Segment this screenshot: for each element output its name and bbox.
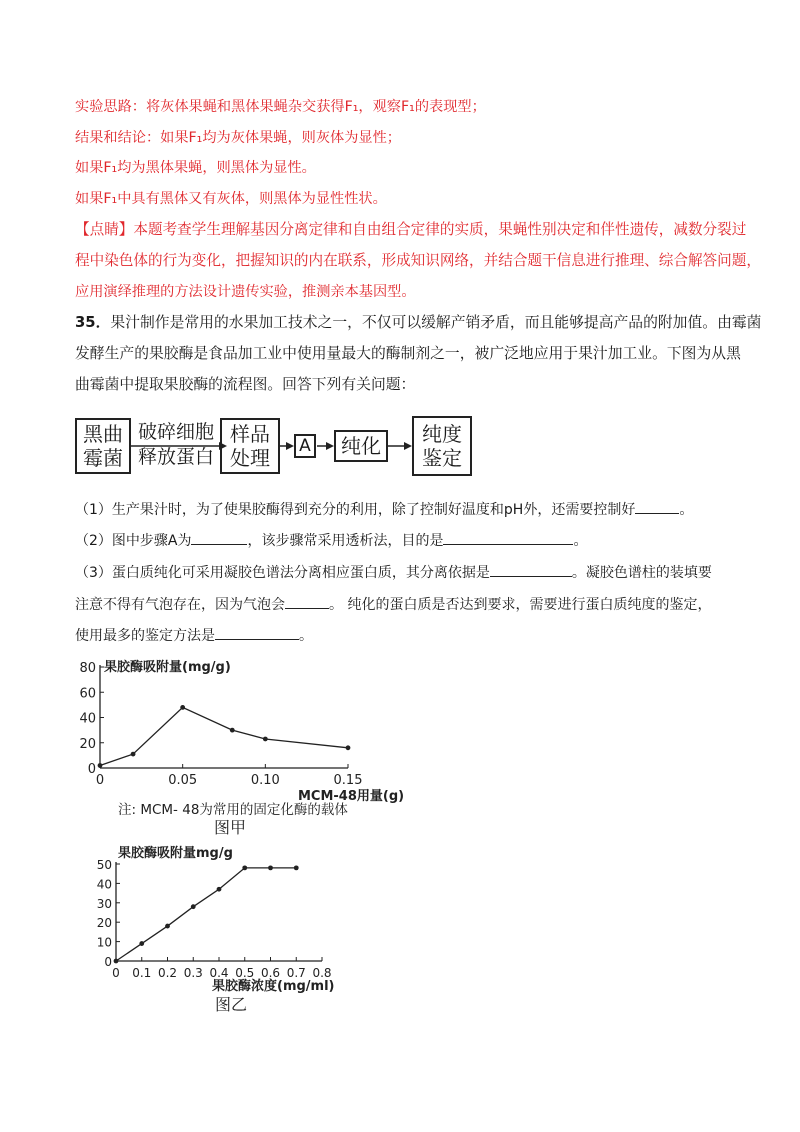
answer-blank-4[interactable]: [490, 562, 572, 577]
data-point: [139, 941, 144, 946]
answer-blank-2[interactable]: [191, 530, 247, 545]
q2-text-b: ，该步骤常采用透析法，目的是: [247, 533, 444, 549]
q1-end: 。: [679, 502, 694, 518]
data-point: [131, 752, 136, 757]
series-line: [100, 707, 348, 765]
data-point: [180, 705, 185, 710]
y-tick-label: 40: [96, 877, 112, 892]
x-axis-label: MCM-48用量(g): [298, 789, 405, 804]
sub-question-3: [75, 562, 712, 583]
x-tick-label: 0.10: [250, 773, 280, 788]
flow-box-identify: [412, 416, 472, 476]
x-tick-label: 0.5: [235, 966, 255, 980]
question-stem-text-1: 果汁制作是常用的水果加工技术之一，不仅可以缓解产销矛盾，而且能够提高产品的附加值。由霉菌: [110, 314, 762, 331]
y-tick-label: 30: [96, 896, 112, 911]
q3-text-d: 。 纯化的蛋白质是否达到要求，需要进行蛋白质纯度的鉴定，: [329, 597, 712, 613]
y-tick-label: 0: [104, 955, 112, 969]
x-tick-label: 0.4: [209, 966, 229, 980]
flow-box-sample-line-1: 样品: [230, 422, 270, 446]
flow-box-purify: [334, 430, 388, 462]
x-tick-label: 0: [112, 966, 120, 980]
flow-box-sample-line-2: 处理: [230, 446, 270, 470]
flow-arrows: [0, 410, 800, 490]
chart-caption: 图乙: [215, 995, 248, 1014]
y-tick-label: 20: [79, 736, 96, 752]
question-stem-1: [75, 313, 761, 333]
q3-text-a: （3）蛋白质纯化可采用凝胶色谱法分离相应蛋白质，其分离依据是: [75, 565, 490, 581]
chart-note: 注: MCM- 48为常用的固定化酶的载体: [118, 802, 348, 818]
x-tick-label: 0.05: [168, 773, 198, 788]
q1-text: （1）生产果汁时，为了使果胶酶得到充分的利用，除了控制好温度和pH外，还需要控制好: [75, 502, 636, 518]
x-tick-label: 0.2: [157, 966, 178, 980]
chart-yi: [0, 840, 800, 1020]
x-tick-label: 0: [95, 773, 105, 788]
q2-end: 。: [573, 533, 588, 549]
answer-blank-5[interactable]: [285, 594, 329, 609]
analysis-line-1: 实验思路：将灰体果蝇和黑体果蝇杂交获得F₁，观察F₁的表现型；: [75, 99, 486, 115]
q3-end: 。: [299, 628, 313, 644]
sub-question-1: [75, 499, 693, 520]
question-stem-3: 曲霉菌中提取果胶酶的流程图。回答下列有关问题：: [75, 376, 416, 393]
answer-blank-1[interactable]: [635, 499, 679, 514]
x-tick-label: 0.1: [132, 966, 152, 980]
comment-tag: 【点睛】: [75, 221, 134, 238]
data-point: [165, 924, 170, 929]
chart-jia: [0, 650, 800, 840]
q3-text-c: 注意不得有气泡存在，因为气泡会: [75, 597, 285, 613]
y-tick-label: 50: [96, 858, 112, 872]
comment-line-1: [75, 220, 746, 240]
y-tick-label: 60: [79, 686, 96, 702]
y-axis-label: 果胶酶吸附量(mg/g): [104, 660, 231, 675]
y-tick-label: 0: [87, 762, 96, 777]
answer-blank-6[interactable]: [215, 625, 299, 640]
flow-step-label-line-1: 破碎细胞: [137, 421, 214, 443]
data-point: [114, 959, 119, 964]
flow-box-identify-line-2: 鉴定: [422, 446, 462, 470]
y-tick-label: 40: [79, 711, 96, 727]
flow-box-sample: [220, 418, 280, 474]
data-point: [217, 887, 222, 892]
y-axis-label: 果胶酶吸附量mg/g: [118, 846, 233, 861]
flow-box-identify-line-1: 纯度: [422, 422, 462, 446]
x-tick-label: 0.15: [333, 773, 363, 788]
flow-box-source-line-2: 霉菌: [83, 446, 123, 470]
x-tick-label: 0.6: [260, 966, 281, 980]
sub-question-2: [75, 530, 587, 551]
flow-box-a: [294, 434, 316, 458]
analysis-line-4: 如果F₁中具有黑体又有灰体，则黑体为显性性状。: [75, 191, 387, 207]
q3-text-b: 。凝胶色谱柱的装填要: [571, 565, 712, 581]
answer-blank-3[interactable]: [443, 530, 573, 545]
x-axis-label: 果胶酶浓度(mg/ml): [212, 979, 335, 994]
x-tick-label: 0.3: [183, 966, 203, 980]
data-point: [242, 865, 247, 870]
x-tick-label: 0.7: [286, 966, 306, 980]
flow-box-a-label: A: [299, 436, 311, 456]
data-point: [294, 865, 299, 870]
data-point: [268, 865, 273, 870]
comment-text-1: 本题考查学生理解基因分离定律和自由组合定律的实质，果蝇性别决定和伴性遗传，减数分裂过: [133, 221, 747, 238]
comment-line-3: 应用演绎推理的方法设计遗传实验，推测亲本基因型。: [75, 284, 416, 300]
flow-box-source-line-1: 黑曲: [83, 422, 123, 446]
question-stem-2: 发酵生产的果胶酶是食品加工业中使用量最大的酶制剂之一，被广泛地应用于果汁加工业。下图为从黑: [75, 345, 741, 362]
y-tick-label: 10: [96, 935, 112, 950]
q3-text-e: 使用最多的鉴定方法是: [75, 628, 215, 644]
comment-line-2: 程中染色体的行为变化，把握知识的内在联系，形成知识网络，并结合题干信息进行推理、综合解答问题，: [75, 252, 761, 269]
sub-question-3-line-3: [75, 625, 313, 646]
q2-text-a: （2）图中步骤A为: [75, 533, 192, 549]
data-point: [191, 904, 196, 909]
data-point: [263, 737, 268, 742]
x-tick-label: 0.8: [312, 966, 332, 980]
y-tick-label: 20: [96, 916, 112, 931]
analysis-line-3: 如果F₁均为黑体果蝇，则黑体为显性。: [75, 160, 316, 176]
flow-step-label-line-2: 释放蛋白: [137, 446, 214, 468]
flow-box-purify-label: 纯化: [341, 434, 381, 458]
y-tick-label: 80: [79, 661, 96, 676]
series-line: [116, 868, 296, 961]
data-point: [98, 763, 103, 768]
data-point: [230, 728, 235, 733]
question-number: 35．: [75, 314, 111, 331]
chart-caption: 图甲: [214, 818, 247, 837]
data-point: [346, 745, 351, 750]
analysis-line-2: 结果和结论：如果F₁均为灰体果蝇，则灰体为显性；: [75, 130, 401, 146]
sub-question-3-line-2: [75, 594, 711, 615]
